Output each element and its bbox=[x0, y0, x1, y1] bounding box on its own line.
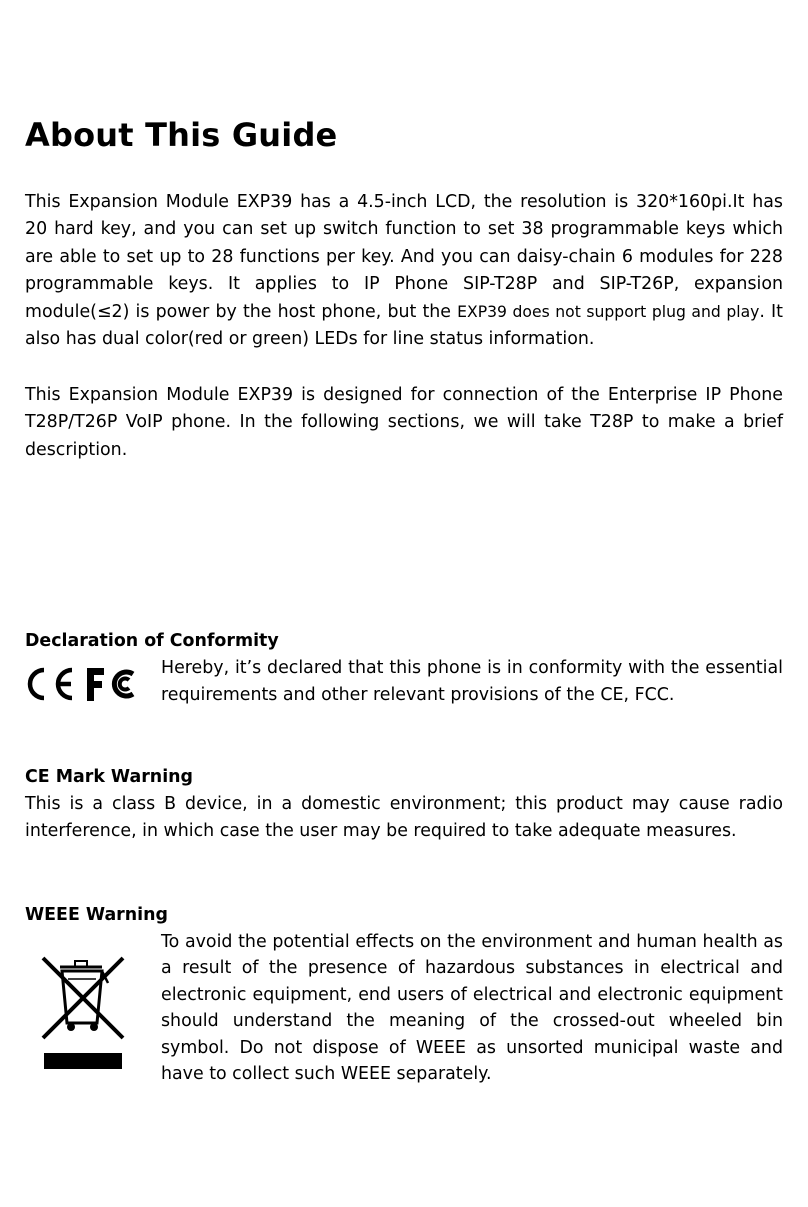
ce-warning-heading: CE Mark Warning bbox=[25, 767, 193, 787]
intro-paragraph-2: This Expansion Module EXP39 is designed for connection of the Enterprise IP Phone T28P/T26P VoIP phone. In the following sections, we will take T28P to make a brief description. bbox=[25, 385, 783, 460]
ce-warning-text: This is a class B device, in a domestic environment; this product may cause radio interference, in which case the user may be required to take adequate measures. bbox=[25, 794, 783, 842]
intro-paragraph-1 bbox=[25, 189, 783, 353]
intro-text-main: This Expansion Module EXP39 has a 4.5-inch LCD, the resolution is 320*160pi.It has 20 hard key, and you can set up switch function to set 38 programmable keys which are able to set up to 28 functions per key. And you can daisy-chain 6 modules for 228 programmable keys. It applies to IP Phone SIP-T28P and SIP-T26P, expansion module(≤2) is power by the host phone, but the bbox=[25, 192, 783, 322]
intro-text-plug-and-play: EXP39 does not support plug and play bbox=[457, 302, 760, 321]
ce-fcc-logo-icon bbox=[25, 664, 141, 704]
page-title: About This Guide bbox=[25, 116, 338, 154]
weee-warning-text: To avoid the potential effects on the environment and human health as a result of the presence of hazardous substances in electrical and electronic equipment, end users of electrical and electronic equipment should understand the meaning of the crossed-out wheeled bin symbol. Do not dispose of WEEE as unsorted municipal waste and have to collect such WEEE separately. bbox=[161, 932, 783, 1085]
crossed-out-wheeled-bin-icon bbox=[38, 955, 128, 1071]
conformity-heading: Declaration of Conformity bbox=[25, 631, 279, 651]
conformity-text: Hereby, it’s declared that this phone is in conformity with the essential requirements and other relevant provisions of the CE, FCC. bbox=[161, 658, 783, 706]
weee-warning-heading: WEEE Warning bbox=[25, 905, 168, 925]
intro-text-end: . It also has dual color(red or green) LEDs for line status information. bbox=[25, 301, 784, 350]
